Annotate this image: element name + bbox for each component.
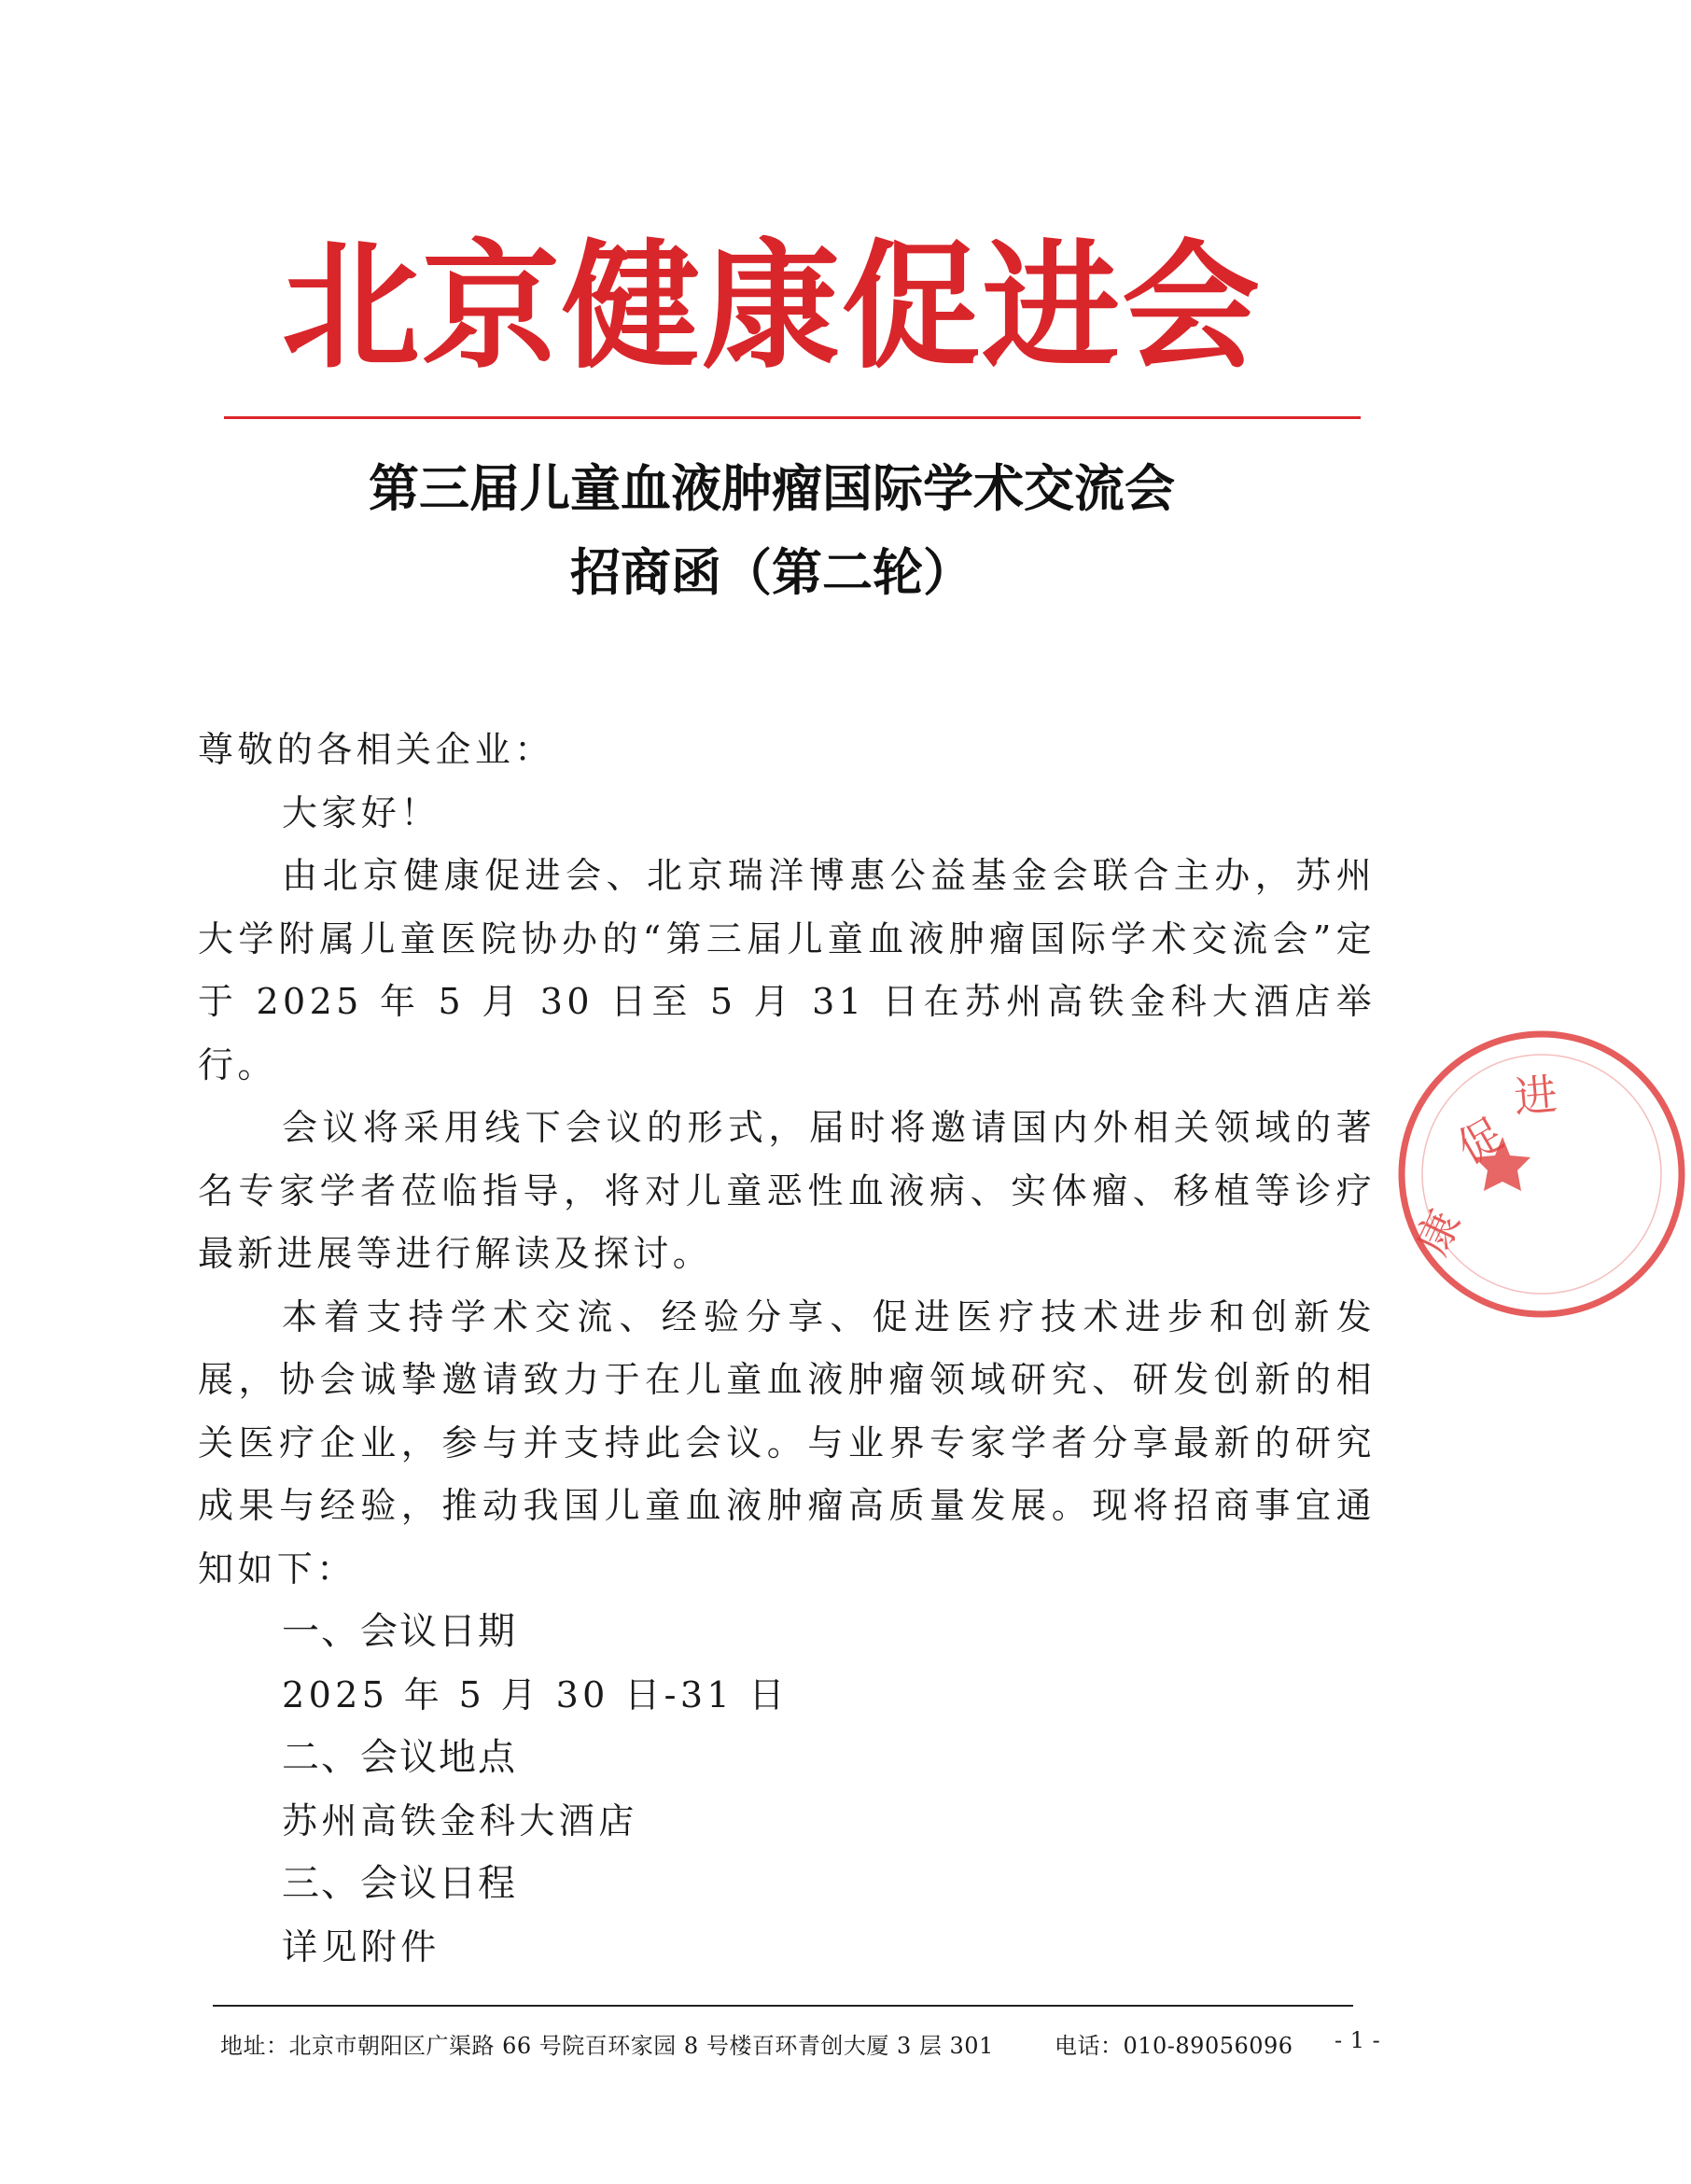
paragraph-invitation: 本着支持学术交流、经验分享、促进医疗技术进步和创新发展，协会诚挚邀请致力于在儿童血液肿瘤领域研究、研发创新的相关医疗企业，参与并支持此会议。与业界专家学者分享最新的研究成果与经验，推动我国儿童血液肿瘤高质量发展。现将招商事宜通知如下： — [198, 1295, 1376, 1589]
section-heading-venue: 二、会议地点 — [282, 1736, 517, 1779]
section-content-date: 2025 年 5 月 30 日-31 日 — [282, 1673, 789, 1715]
svg-text:进: 进 — [1512, 1069, 1559, 1123]
footer-phone: 电话：010-89056096 — [1055, 2033, 1293, 2059]
organization-name-heading: 北京健康促进会 — [282, 227, 1262, 387]
page-number: - 1 - — [1335, 2027, 1381, 2053]
section-content-schedule: 详见附件 — [282, 1925, 440, 1967]
section-content-venue: 苏州高铁金科大酒店 — [282, 1799, 638, 1841]
footer-divider — [213, 2005, 1353, 2007]
red-divider — [224, 416, 1361, 419]
section-heading-date: 一、会议日期 — [282, 1610, 517, 1653]
svg-text:促: 促 — [1448, 1108, 1512, 1174]
footer-address: 地址：北京市朝阳区广渠路 66 号院百环家园 8 号楼百环青创大厦 3 层 301 — [220, 2033, 994, 2059]
document-subtitle: 招商函（第二轮） — [570, 542, 973, 602]
document-title: 第三届儿童血液肿瘤国际学术交流会 — [369, 458, 1175, 518]
salutation: 尊敬的各相关企业： — [198, 729, 554, 770]
greeting: 大家好！ — [282, 791, 440, 833]
svg-text:康: 康 — [1406, 1202, 1471, 1263]
paragraph-intro: 由北京健康促进会、北京瑞洋博惠公益基金会联合主办，苏州大学附属儿童医院协办的“第三届儿童血液肿瘤国际学术交流会”定于 2025 年 5 月 30 日至 5 月 31 日在苏州高铁金科大酒店举行。 — [198, 855, 1376, 1085]
letter-body — [198, 719, 1376, 1979]
official-seal-stamp — [1392, 1025, 1691, 1323]
section-heading-schedule: 三、会议日程 — [282, 1862, 517, 1905]
paragraph-format: 会议将采用线下会议的形式，届时将邀请国内外相关领域的著名专家学者莅临指导，将对儿童恶性血液病、实体瘤、移植等诊疗最新进展等进行解读及探讨。 — [198, 1107, 1376, 1274]
